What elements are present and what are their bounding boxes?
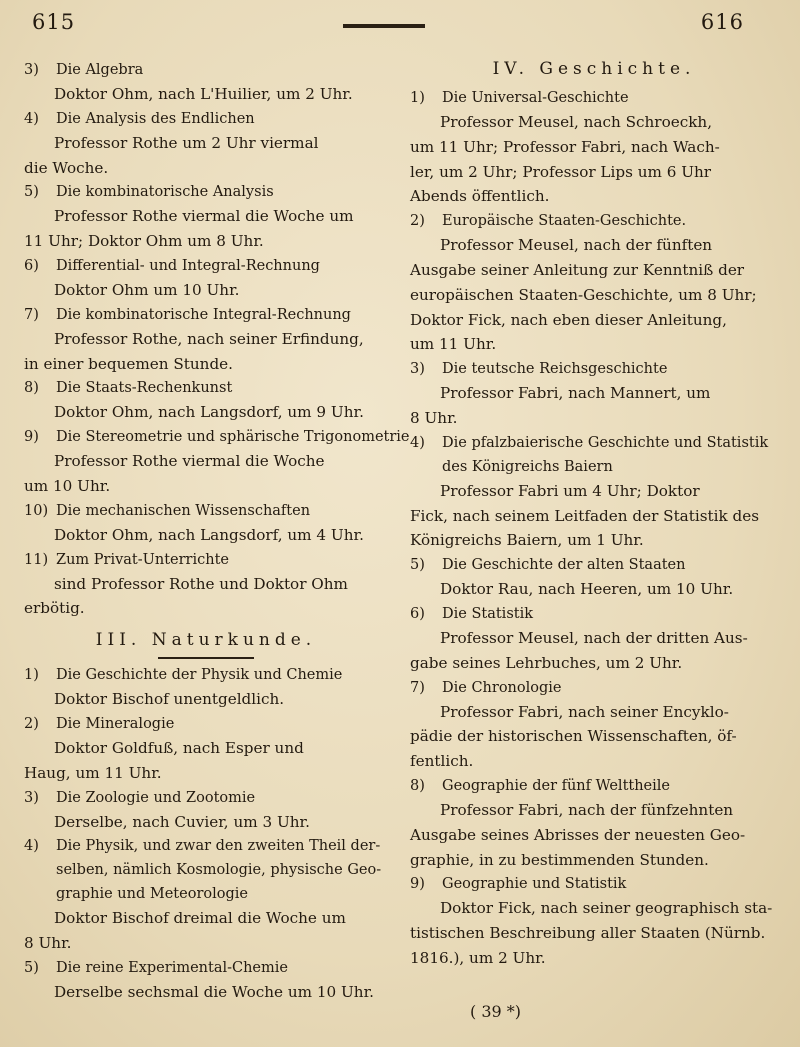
detail-line: Professor Rothe um 2 Uhr viermal — [54, 133, 319, 152]
detail-line: Doktor Ohm um 10 Uhr. — [54, 280, 240, 299]
detail-line: ler, um 2 Uhr; Professor Lips um 6 Uhr — [410, 162, 712, 181]
course-heading — [24, 107, 388, 131]
course-number: 4) — [24, 838, 39, 855]
course-title: Die Geschichte der Physik und Chemie — [56, 667, 343, 684]
course-title: Die kombinatorische Analysis — [56, 184, 274, 201]
course-number: 3) — [24, 62, 39, 78]
detail-line: Derselbe sechsmal die Woche um 10 Uhr. — [54, 982, 374, 1001]
detail-line: sind Professor Rothe und Doktor Ohm — [54, 574, 348, 593]
detail-line: 11 Uhr; Doktor Ohm um 8 Uhr. — [24, 232, 264, 251]
course-heading — [24, 786, 388, 810]
course-details — [24, 523, 388, 548]
detail-line: erbötig. — [24, 599, 85, 618]
detail-line: Professor Rothe viermal die Woche um — [54, 207, 354, 226]
course-number: 9) — [410, 876, 425, 893]
course-details — [24, 82, 388, 107]
detail-line: Königreichs Baiern, um 1 Uhr. — [410, 531, 644, 550]
course-number: 7) — [24, 306, 39, 323]
detail-line: Professor Meusel, nach der fünften — [440, 236, 713, 255]
course-heading — [410, 602, 778, 626]
course-heading — [24, 425, 410, 449]
course-title: Die kombinatorische Integral-Rechnung — [56, 306, 351, 323]
course-details — [24, 327, 388, 377]
course-title: Die Chronologie — [442, 679, 562, 696]
detail-line: um 10 Uhr. — [24, 476, 111, 495]
course-title-continued: des Königreichs Baiern — [442, 458, 613, 475]
course-title: Geographie der fünf Welttheile — [442, 777, 670, 794]
course-number: 6) — [24, 257, 39, 274]
detail-line: 8 Uhr. — [410, 408, 458, 427]
course-details — [24, 906, 388, 956]
course-entry — [24, 786, 388, 835]
course-number: 10) — [24, 502, 49, 519]
course-entry — [24, 956, 388, 1005]
course-details — [410, 110, 778, 209]
course-details — [410, 577, 778, 602]
course-number: 7) — [410, 679, 425, 696]
course-details — [24, 400, 388, 425]
course-heading — [24, 834, 388, 858]
printer-signature-mark: ( 39 *) — [470, 1002, 522, 1021]
mathematics-course-list — [24, 58, 410, 621]
course-title: Die mechanischen Wissenschaften — [56, 502, 311, 519]
course-heading — [410, 872, 778, 896]
course-title: Die Statistik — [442, 605, 534, 622]
course-heading — [410, 676, 778, 700]
course-title-continued: selben, nämlich Kosmologie, physische Geo- — [56, 862, 382, 879]
detail-line: Professor Fabri, nach seiner Encyklo- — [440, 702, 729, 721]
section-rule — [158, 657, 254, 659]
course-details — [410, 233, 778, 357]
detail-line: Doktor Ohm, nach Langsdorf, um 4 Uhr. — [54, 525, 364, 544]
course-details — [410, 700, 778, 774]
detail-line: die Woche. — [24, 158, 109, 177]
course-number: 8) — [24, 380, 39, 397]
course-entry — [410, 86, 778, 209]
course-heading — [410, 209, 778, 233]
course-details — [24, 736, 388, 786]
course-entry — [410, 553, 778, 602]
course-entry — [24, 107, 388, 181]
course-heading — [410, 357, 778, 381]
naturkunde-course-list — [24, 663, 388, 1005]
detail-line: Doktor Rau, nach Heeren, um 10 Uhr. — [440, 580, 734, 599]
detail-line: Doktor Goldfuß, nach Esper und — [54, 738, 304, 757]
course-number: 1) — [24, 667, 39, 684]
detail-line: Ausgabe seiner Anleitung zur Kenntniß der — [410, 260, 745, 279]
course-entry — [24, 376, 388, 425]
course-details — [410, 798, 778, 872]
course-title: Die reine Experimental-Chemie — [56, 959, 288, 976]
geschichte-course-list — [410, 86, 778, 971]
detail-line: um 11 Uhr; Professor Fabri, nach Wach- — [410, 137, 720, 156]
detail-line: pädie der historischen Wissenschaften, öf- — [410, 727, 737, 746]
course-entry — [410, 209, 778, 357]
course-entry — [24, 663, 388, 712]
detail-line: Derselbe, nach Cuvier, um 3 Uhr. — [54, 812, 310, 831]
left-page-number: 615 — [32, 10, 76, 34]
course-title: Die Physik, und zwar den zweiten Theil der- — [56, 838, 381, 855]
course-entry — [24, 58, 388, 107]
detail-line: Professor Fabri, nach der fünfzehnten — [440, 800, 734, 819]
detail-line: tistischen Beschreibung aller Staaten (Nürnb. — [410, 924, 766, 943]
course-title: Differential- und Integral-Rechnung — [56, 257, 320, 274]
course-title-continued: graphie und Meteorologie — [56, 886, 248, 903]
course-details — [410, 479, 778, 553]
detail-line: um 11 Uhr. — [410, 335, 497, 354]
course-number: 2) — [24, 715, 39, 732]
course-title: Die Staats-Rechenkunst — [56, 380, 233, 397]
course-number: 3) — [410, 361, 425, 378]
course-heading — [24, 376, 388, 400]
course-heading — [24, 58, 388, 82]
course-number: 8) — [410, 777, 425, 794]
course-entry — [410, 357, 778, 431]
right-column — [410, 58, 778, 971]
course-heading — [24, 180, 388, 204]
detail-line: Professor Meusel, nach Schroeckh, — [440, 113, 713, 131]
course-heading — [410, 774, 778, 798]
course-number: 9) — [24, 429, 39, 446]
course-entry — [24, 712, 388, 786]
course-heading — [24, 254, 388, 278]
right-page-number: 616 — [700, 10, 744, 34]
course-entry — [410, 431, 778, 553]
course-title: Die teutsche Reichsgeschichte — [442, 361, 668, 378]
course-number: 2) — [410, 213, 425, 230]
course-details — [24, 810, 388, 835]
left-column — [24, 58, 410, 1005]
detail-line: Professor Rothe, nach seiner Erfindung, — [54, 329, 364, 348]
detail-line: Abends öffentlich. — [410, 187, 550, 206]
course-entry — [24, 303, 388, 377]
course-heading — [24, 663, 388, 687]
course-entry — [410, 602, 778, 676]
header-rule — [343, 24, 425, 28]
detail-line: Doktor Bischof dreimal die Woche um — [54, 909, 346, 928]
detail-line: Fick, nach seinem Leitfaden der Statistik des — [410, 506, 759, 525]
detail-line: gabe seines Lehrbuches, um 2 Uhr. — [410, 653, 683, 672]
course-entry — [410, 676, 778, 774]
course-heading — [24, 712, 388, 736]
course-number: 3) — [24, 789, 39, 806]
detail-line: fentlich. — [410, 752, 474, 771]
detail-line: 8 Uhr. — [24, 934, 72, 953]
course-entry — [24, 180, 388, 254]
detail-line: Professor Meusel, nach der dritten Aus- — [440, 628, 748, 647]
course-heading — [410, 553, 778, 577]
course-title: Die Stereometrie und sphärische Trigonometrie — [56, 429, 410, 446]
course-title: Geographie und Statistik — [442, 876, 627, 893]
course-title: Die Mineralogie — [56, 715, 175, 732]
detail-line: Professor Rothe viermal die Woche — [54, 452, 325, 471]
detail-line: Professor Fabri, nach Mannert, um — [440, 384, 711, 403]
course-title: Die Universal-Geschichte — [442, 90, 629, 106]
course-heading — [410, 86, 778, 110]
course-details — [24, 131, 388, 181]
detail-line: Professor Fabri um 4 Uhr; Doktor — [440, 481, 700, 500]
course-title: Zum Privat-Unterrichte — [56, 551, 229, 568]
detail-line: Doktor Fick, nach eben dieser Anleitung, — [410, 310, 727, 329]
detail-line: Doktor Bischof unentgeldlich. — [54, 690, 285, 709]
course-details — [410, 626, 778, 676]
course-number: 5) — [24, 959, 39, 976]
detail-line: europäischen Staaten-Geschichte, um 8 Uhr; — [410, 285, 757, 304]
course-details — [410, 381, 778, 431]
course-number: 6) — [410, 605, 425, 622]
course-title: Die Analysis des Endlichen — [56, 110, 255, 127]
section-heading-naturkunde: III. Naturkunde. — [24, 627, 388, 659]
course-heading — [24, 956, 388, 980]
course-title: Die Geschichte der alten Staaten — [442, 557, 686, 574]
detail-line: Doktor Fick, nach seiner geographisch sta- — [440, 899, 773, 918]
course-heading — [24, 303, 388, 327]
detail-line: Doktor Ohm, nach Langsdorf, um 9 Uhr. — [54, 403, 364, 422]
course-entry — [410, 774, 778, 872]
course-entry — [24, 254, 388, 303]
course-heading — [24, 499, 388, 523]
course-details — [24, 204, 388, 254]
course-entry — [24, 499, 388, 548]
course-title: Die pfalzbaierische Geschichte und Statistik — [442, 434, 769, 451]
course-entry — [24, 834, 388, 956]
course-entry — [24, 425, 410, 499]
course-heading — [24, 548, 388, 572]
detail-line: Haug, um 11 Uhr. — [24, 763, 162, 782]
detail-line: in einer bequemen Stunde. — [24, 354, 233, 373]
course-number: 4) — [24, 110, 39, 127]
course-title: Europäische Staaten-Geschichte. — [442, 213, 687, 230]
course-details — [410, 896, 778, 970]
course-heading — [410, 431, 778, 455]
course-details — [24, 980, 388, 1005]
course-number: 1) — [410, 90, 425, 106]
detail-line: Ausgabe seines Abrisses der neuesten Geo- — [410, 825, 746, 844]
course-details — [24, 449, 388, 499]
course-title: Die Zoologie und Zootomie — [56, 789, 256, 806]
course-title: Die Algebra — [56, 62, 144, 78]
course-number: 4) — [410, 434, 425, 451]
course-number: 11) — [24, 551, 49, 568]
course-number: 5) — [410, 557, 425, 574]
course-number: 5) — [24, 184, 39, 201]
course-details — [24, 278, 388, 303]
detail-line: graphie, in zu bestimmenden Stunden. — [410, 850, 709, 869]
detail-line: Doktor Ohm, nach L'Huilier, um 2 Uhr. — [54, 85, 353, 103]
course-details — [24, 687, 388, 712]
course-entry — [24, 548, 388, 622]
course-entry — [410, 872, 778, 970]
course-details — [24, 572, 388, 622]
detail-line: 1816.), um 2 Uhr. — [410, 948, 546, 967]
section-heading-geschichte: IV. Geschichte. — [492, 59, 696, 79]
